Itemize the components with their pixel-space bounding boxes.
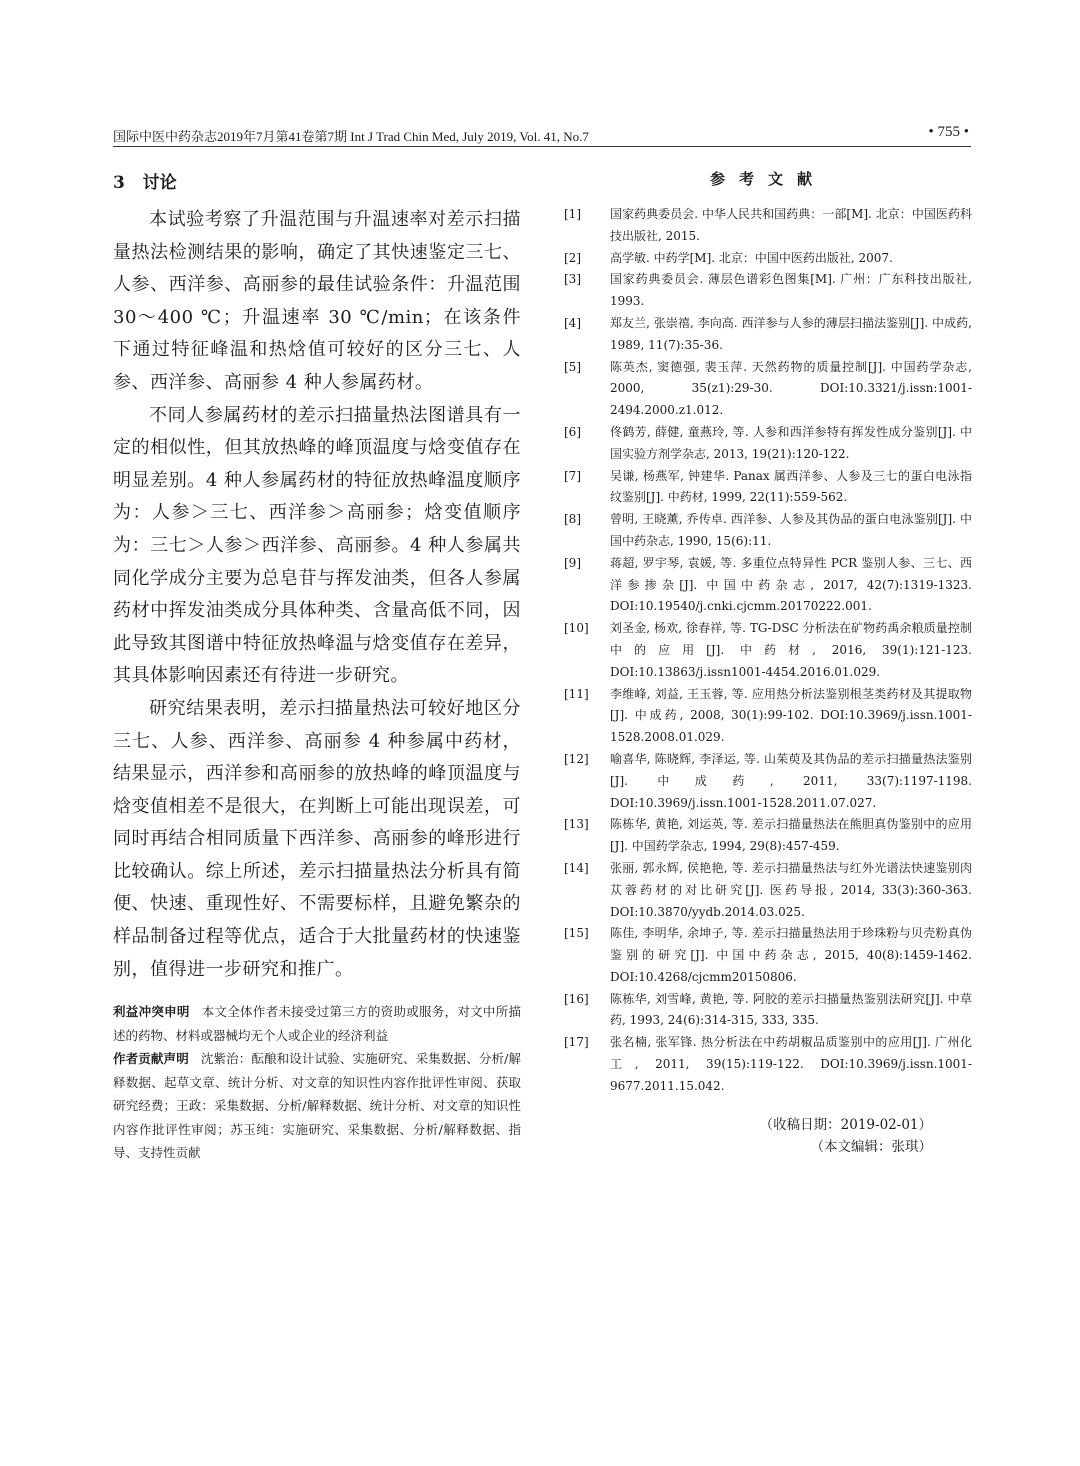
reference-number: [9] — [564, 555, 581, 570]
reference-list — [564, 204, 972, 1098]
reference-number: [10] — [564, 621, 589, 636]
reference-number: [17] — [564, 1035, 589, 1050]
section-title: 讨论 — [142, 173, 177, 193]
reference-number: [7] — [564, 468, 581, 483]
declarations — [113, 1000, 521, 1165]
page-number: • 755 • — [928, 124, 969, 140]
running-header — [113, 124, 971, 147]
discussion-paragraph: 不同人参属药材的差示扫描量热法图谱具有一定的相似性，但其放热峰的峰顶温度与焓变值存在明显差别。4 种人参属药材的特征放热峰温度顺序为：人参＞三七、西洋参＞高丽参；焓变值顺序为：三七＞人参＞西洋参、高丽参。4 种人参属共同化学成分主要为总皂苷与挥发油类，但各人参属药材中挥发油类成分具体种类、含量高低不同，因此导致其图谱中特征放热峰温与焓变值存在差异，其具体影响因素还有待进一步研究。 — [113, 404, 521, 687]
reference-item — [564, 989, 972, 1033]
discussion-paragraph: 本试验考察了升温范围与升温速率对差示扫描量热法检测结果的影响，确定了其快速鉴定三七、人参、西洋参、高丽参的最佳试验条件：升温范围 30～400 ℃；升温速率 30 ℃/min；在该条件下通过特征峰温和热焓值可较好的区分三七、人参、西洋参、高丽参 4 种人参属药材。 — [113, 209, 521, 393]
reference-number: [2] — [564, 250, 581, 265]
reference-number: [15] — [564, 926, 589, 941]
reference-item — [564, 269, 972, 313]
received-date: （收稿日期：2019-02-01） — [759, 1116, 932, 1133]
reference-item — [564, 858, 972, 923]
reference-text: 张丽, 郭永辉, 侯艳艳, 等. 差示扫描量热法与红外光谱法快速鉴别肉苁蓉药材的对比研究[J]. 医药导报, 2014, 33(3):360-363. DOI:10.3870/yydb.2014.03.025. — [610, 860, 972, 919]
reference-item — [564, 422, 972, 466]
reference-text: 陈栋华, 黄艳, 刘运英, 等. 差示扫描量热法在熊胆真伪鉴别中的应用[J]. 中国药学杂志, 1994, 29(8):457-459. — [610, 817, 972, 854]
editor-note: （本文编辑：张琪） — [810, 1138, 932, 1155]
reference-number: [16] — [564, 991, 589, 1006]
reference-text: 陈栋华, 刘雪峰, 黄艳, 等. 阿胶的差示扫描量热鉴别法研究[J]. 中草药, 1993, 24(6):314-315, 333, 335. — [610, 991, 972, 1028]
reference-number: [12] — [564, 751, 589, 766]
declaration-text: 本文全体作者未接受过第三方的资助或服务，对文中所描述的药物、材料或器械均无个人或企业的经济利益 — [113, 1004, 521, 1043]
reference-text: 陈佳, 李明华, 余坤子, 等. 差示扫描量热法用于珍珠粉与贝壳粉真伪鉴别的研究[J]. 中国中药杂志, 2015, 40(8):1459-1462. DOI:10.4268/cjcmm20150806. — [610, 926, 972, 984]
reference-item — [564, 618, 972, 683]
reference-number: [4] — [564, 315, 581, 330]
reference-item — [564, 1032, 972, 1097]
reference-number: [14] — [564, 860, 589, 875]
reference-number: [6] — [564, 424, 581, 439]
reference-item — [564, 749, 972, 814]
reference-item — [564, 248, 972, 270]
reference-number: [1] — [564, 207, 581, 221]
reference-text: 国家药典委员会. 薄层色谱彩色图集[M]. 广州：广东科技出版社, 1993. — [610, 272, 972, 309]
reference-number: [13] — [564, 817, 589, 832]
discussion-paragraph: 研究结果表明，差示扫描量热法可较好地区分三七、人参、西洋参、高丽参 4 种参属中药材，结果显示，西洋参和高丽参的放热峰的峰顶温度与焓变值相差不是很大，在判断上可能出现误差，可同时再结合相同质量下西洋参、高丽参的峰形进行比较确认。综上所述，差示扫描量热法分析具有简便、快速、重现性好、不需要标样，且避免繁杂的样品制备过程等优点，适合于大批量药材的快速鉴别，值得进一步研究和推广。 — [113, 697, 521, 980]
reference-text: 曾明, 王晓薰, 乔传卓. 西洋参、人参及其伪品的蛋白电泳鉴别[J]. 中国中药杂志, 1990, 15(6):11. — [610, 512, 972, 548]
reference-number: [5] — [564, 359, 581, 374]
section-heading — [113, 168, 521, 192]
reference-text: 刘圣金, 杨欢, 徐春祥, 等. TG-DSC 分析法在矿物药禹余粮质量控制中的应用[J]. 中药材, 2016, 39(1):121-123. DOI:10.13863/j.issn1001-4454.2016.01.029. — [610, 621, 972, 679]
reference-text: 陈英杰, 窦德强, 裴玉萍. 天然药物的质量控制[J]. 中国药学杂志, 2000, 35(z1):29-30. DOI:10.3321/j.issn:1001-2494.2000.z1.012. — [610, 359, 972, 418]
conflict-of-interest — [113, 1000, 521, 1047]
reference-item — [564, 357, 972, 422]
reference-text: 高学敏. 中药学[M]. 北京：中国中医药出版社, 2007. — [610, 250, 893, 265]
reference-item — [564, 923, 972, 988]
journal-info: 国际中医中药杂志2019年7月第41卷第7期 Int J Trad Chin Med, July 2019, Vol. 41, No.7 — [113, 129, 589, 144]
reference-number: [8] — [564, 512, 581, 527]
reference-item — [564, 553, 972, 618]
reference-number: [3] — [564, 272, 581, 287]
reference-item — [564, 204, 972, 248]
reference-item — [564, 466, 972, 510]
reference-number: [11] — [564, 686, 589, 701]
declaration-label: 作者贡献声明 — [113, 1051, 189, 1067]
reference-text: 郑友兰, 张崇禧, 李向高. 西洋参与人参的薄层扫描法鉴别[J]. 中成药, 1989, 11(7):35-36. — [610, 315, 972, 352]
reference-item — [564, 684, 972, 749]
reference-text: 吴谦, 杨燕军, 钟建华. Panax 属西洋参、人参及三七的蛋白电泳指纹鉴别[J]. 中药材, 1999, 22(11):559-562. — [610, 468, 972, 505]
section-number: 3 — [113, 173, 125, 193]
references-title: 参考文献 — [709, 170, 826, 188]
discussion-column — [113, 168, 521, 1165]
reference-item — [564, 313, 972, 357]
reference-text: 佟鹤芳, 薛健, 童燕玲, 等. 人参和西洋参特有挥发性成分鉴别[J]. 中国实验方剂学杂志, 2013, 19(21):120-122. — [610, 424, 972, 461]
reference-text: 喻喜华, 陈晓辉, 李泽运, 等. 山茱萸及其伪品的差示扫描量热法鉴别[J]. 中成药, 2011, 33(7):1197-1198. DOI:10.3969/j.issn.1001-1528.2011.07.027. — [610, 751, 972, 810]
references-column — [564, 168, 972, 1158]
article-footer — [564, 1114, 972, 1158]
reference-text: 蒋超, 罗宇琴, 袁媛, 等. 多重位点特异性 PCR 鉴别人参、三七、西洋参掺杂[J]. 中国中药杂志, 2017, 42(7):1319-1323. DOI:10.19540/j.cnki.cjcmm.20170222.001. — [610, 555, 972, 614]
reference-item — [564, 814, 972, 858]
author-contributions — [113, 1047, 521, 1165]
declaration-text: 沈紫治：酝酿和设计试验、实施研究、采集数据、分析/解释数据、起草文章、统计分析、对文章的知识性内容作批评性审阅、获取研究经费；王政：采集数据、分析/解释数据、统计分析、对文章的知识性内容作批评性审阅；苏玉纯：实施研究、采集数据、分析/解释数据、指导、支持性贡献 — [113, 1051, 521, 1161]
reference-item — [564, 509, 972, 553]
reference-text: 张名楠, 张军锋. 热分析法在中药胡椒品质鉴别中的应用[J]. 广州化工, 2011, 39(15):119-122. DOI:10.3969/j.issn.1001-9677.2011.15.042. — [610, 1035, 972, 1093]
reference-text: 国家药典委员会. 中华人民共和国药典：一部[M]. 北京：中国医药科技出版社, 2015. — [610, 207, 972, 243]
declaration-label: 利益冲突申明 — [113, 1004, 190, 1020]
reference-text: 李维峰, 刘益, 王玉蓉, 等. 应用热分析法鉴别根茎类药材及其提取物[J]. 中成药, 2008, 30(1):99-102. DOI:10.3969/j.issn.1001-1528.2008.01.029. — [610, 686, 972, 745]
